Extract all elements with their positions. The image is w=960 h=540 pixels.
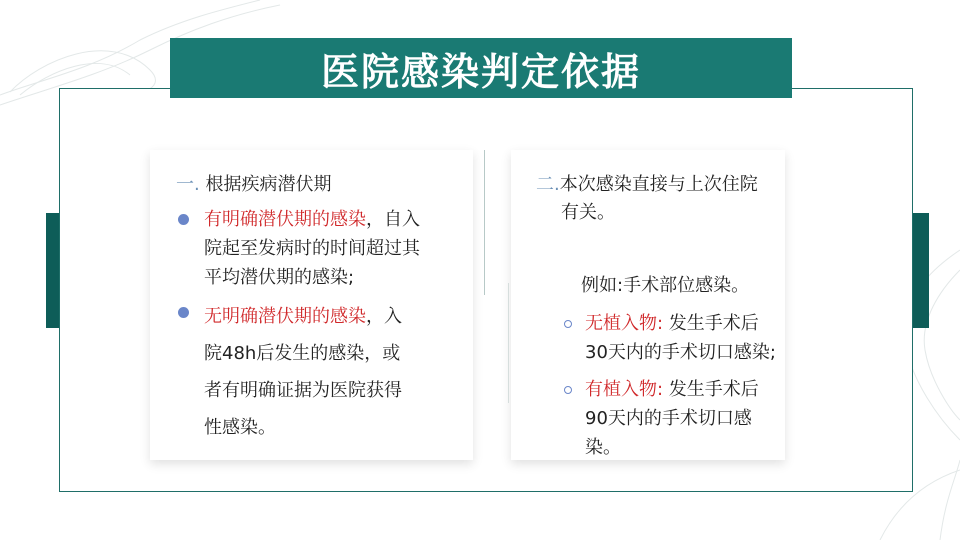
left-heading-text: 根据疾病潜伏期	[205, 174, 332, 195]
right-item-1-highlight: 无植入物:	[585, 313, 664, 334]
right-item-1-rest: 发生手术后	[663, 313, 759, 334]
left-item-1-highlight: 有明确潜伏期的感染	[204, 209, 366, 230]
right-card	[511, 150, 785, 460]
right-item-2-line2: 90天内的手术切口感染。	[585, 408, 752, 458]
left-item-1-rest: ，自入	[366, 209, 420, 230]
right-example: 例如:手术部位感染。	[581, 275, 750, 296]
right-item-2-highlight: 有植入物:	[585, 379, 664, 400]
left-item-2-highlight: 无明确潜伏期的感染	[204, 306, 366, 327]
left-heading-number: 一.	[176, 174, 200, 195]
right-heading-number: 二.	[536, 174, 560, 195]
title-bar	[170, 38, 792, 98]
bullet-ring-icon	[564, 386, 572, 394]
right-item-2	[585, 375, 785, 462]
bullet-ring-icon	[564, 320, 572, 328]
right-heading-line1: 本次感染直接与上次住院	[559, 174, 758, 195]
left-item-2	[204, 298, 464, 446]
left-item-1-line2: 院起至发病时的时间超过其	[204, 238, 420, 259]
bullet-dot-icon	[178, 214, 189, 225]
right-item-2-rest: 发生手术后	[663, 379, 759, 400]
right-item-1-line2: 30天内的手术切口感染;	[585, 342, 776, 363]
right-item-1	[585, 309, 785, 367]
left-item-1	[204, 205, 464, 292]
left-item-2-line4: 性感染。	[204, 417, 276, 438]
right-heading-line2: 有关。	[561, 202, 615, 223]
column-divider-lower	[508, 283, 509, 403]
column-divider	[484, 150, 485, 295]
left-card	[150, 150, 473, 460]
left-item-1-line3: 平均潜伏期的感染;	[204, 267, 355, 288]
left-item-2-line2: 院48h后发生的感染，或	[204, 343, 401, 364]
left-item-2-rest: ，入	[366, 306, 402, 327]
left-heading	[176, 171, 331, 199]
left-item-2-line3: 者有明确证据为医院获得	[204, 380, 402, 401]
right-heading	[536, 171, 781, 227]
bullet-dot-icon	[178, 307, 189, 318]
page-title: 医院感染判定依据	[320, 49, 641, 94]
